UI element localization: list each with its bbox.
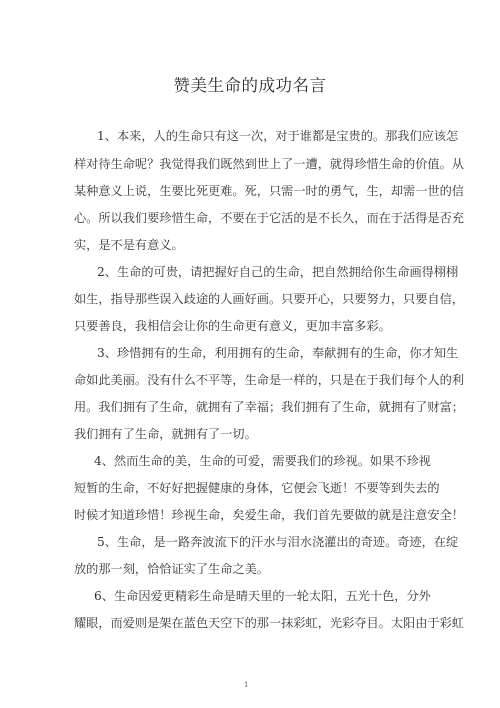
paragraph-line: 如生，指导那些误入歧途的人画好画。只要开心，只要努力，只要自信， — [74, 292, 464, 306]
document-title: 赞美生命的成功名言 — [173, 76, 327, 95]
paragraph-line: 短暂的生命，不好好把握健康的身体，它便会飞逝！不要等到失去的 — [74, 481, 440, 495]
paragraph-line: 6、生命因爱更精彩生命是晴天里的一轮太阳，五光十色，分外 — [94, 589, 431, 603]
paragraph-line: 时候才知道珍惜！珍视生命，矣爱生命，我们首先要做的就是注意安全！ — [74, 508, 464, 522]
paragraph-line: 只要善良，我相信会让你的生命更有意义，更加丰富多彩。 — [74, 319, 391, 333]
paragraph-line: 放的那一刻，恰恰证实了生命之美。 — [74, 562, 269, 576]
paragraph-line: 命如此美丽。没有什么不平等，生命是一样的，只是在于我们每个人的利 — [74, 373, 464, 387]
paragraph-line: 耀眼，而爱则是架在蓝色天空下的那一抹彩虹，光彩夺目。太阳由于彩虹 — [74, 616, 464, 630]
paragraph-line: 某种意义上说，生要比死更难。死，只需一时的勇气，生，却需一世的信 — [74, 184, 464, 198]
paragraph-line: 用。我们拥有了生命，就拥有了幸福；我们拥有了生命，就拥有了财富； — [74, 400, 464, 414]
paragraph-line: 2、生命的可贵，请把握好自己的生命，把自然拥给你生命画得栩栩 — [97, 265, 459, 279]
paragraph-line: 心。所以我们要珍惜生命，不要在于它活的是不长久，而在于活得是否充 — [74, 211, 464, 225]
paragraph-line: 4、然而生命的美，生命的可爱，需要我们的珍视。如果不珍视 — [94, 454, 431, 468]
paragraph-line: 1、本来，人的生命只有这一次，对于谁都是宝贵的。那我们应该怎 — [97, 129, 459, 143]
paragraph-line: 实，是不是有意义。 — [74, 238, 184, 252]
paragraph-line: 我们拥有了生命，就拥有了一切。 — [74, 427, 257, 441]
page-number: 1 — [244, 681, 249, 689]
paragraph-line: 样对待生命呢？我觉得我们既然到世上了一遭，就得珍惜生命的价值。从 — [74, 157, 464, 171]
paragraph-line: 3、珍惜拥有的生命，利用拥有的生命，奉献拥有的生命，你才知生 — [97, 346, 459, 360]
paragraph-line: 5、生命，是一路奔波流下的汗水与泪水浇灌出的奇迹。奇迹，在绽 — [97, 535, 459, 549]
